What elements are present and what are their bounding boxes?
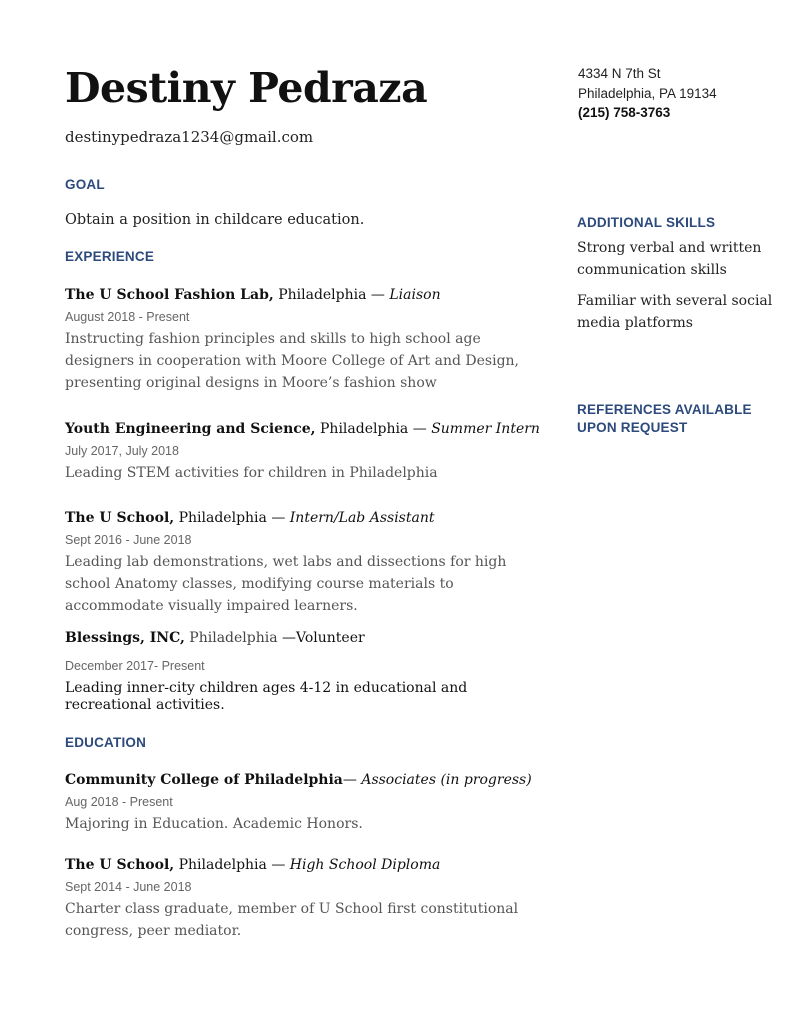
entry-description: Leading lab demonstrations, wet labs and dissections for high school Anatomy classes, modifying course materials to accommodate visually impaired learners. xyxy=(65,554,507,614)
entry-description: Majoring in Education. Academic Honors. xyxy=(65,816,363,832)
education-entry xyxy=(65,855,535,942)
entry-org: The U School Fashion Lab, xyxy=(65,287,274,303)
experience-entry xyxy=(65,285,535,394)
entry-date: July 2017, July 2018 xyxy=(65,444,179,458)
entry-location: — xyxy=(342,772,362,788)
entry-org: The U School, xyxy=(65,857,175,873)
entry-role: Associates (in progress) xyxy=(361,772,532,788)
experience-entry xyxy=(65,419,540,484)
phone-number: (215) 758-3763 xyxy=(578,105,671,120)
entry-date: Sept 2016 - June 2018 xyxy=(65,533,192,547)
entry-org: Community College of Philadelphia xyxy=(65,772,343,788)
entry-location: Philadelphia — xyxy=(315,421,432,437)
education-heading: EDUCATION xyxy=(65,735,147,750)
entry-title xyxy=(65,628,535,648)
entry-date: December 2017- Present xyxy=(65,659,205,673)
entry-date: August 2018 - Present xyxy=(65,310,190,324)
entry-title xyxy=(65,508,535,528)
entry-org: Blessings, INC, xyxy=(65,630,185,646)
additional-skills-heading: ADDITIONAL SKILLS xyxy=(577,215,716,230)
skill-item: Familiar with several social media platforms xyxy=(577,293,773,331)
entry-description: Leading STEM activities for children in Philadelphia xyxy=(65,465,438,481)
candidate-name: Destiny Pedraza xyxy=(65,64,428,112)
entry-org: The U School, xyxy=(65,510,175,526)
entry-date: Sept 2014 - June 2018 xyxy=(65,880,192,894)
experience-entry xyxy=(65,628,535,714)
entry-title xyxy=(65,855,535,875)
entry-description: Leading inner-city children ages 4-12 in educational and recreational activities. xyxy=(65,680,468,713)
entry-role: Intern/Lab Assistant xyxy=(289,510,435,526)
entry-location: Philadelphia — xyxy=(273,287,390,303)
entry-role: Liaison xyxy=(389,287,441,303)
entry-location: Philadelphia — xyxy=(174,857,290,873)
contact-block xyxy=(578,64,717,123)
email-address: destinypedraza1234@gmail.com xyxy=(65,128,314,146)
address-line-2: Philadelphia, PA 19134 xyxy=(578,85,717,101)
entry-role: Summer Intern xyxy=(431,421,540,437)
experience-heading: EXPERIENCE xyxy=(65,249,155,264)
entry-title xyxy=(65,285,535,305)
experience-entry xyxy=(65,508,535,617)
entry-location: Philadelphia xyxy=(184,630,283,646)
entry-title xyxy=(65,770,535,790)
entry-description: Charter class graduate, member of U School first constitutional congress, peer mediator. xyxy=(65,901,519,939)
entry-date: Aug 2018 - Present xyxy=(65,795,173,809)
references-heading: REFERENCES AVAILABLE UPON REQUEST xyxy=(577,402,752,435)
entry-role: High School Diploma xyxy=(289,857,441,873)
skill-item: Strong verbal and written communication skills xyxy=(577,240,762,278)
entry-org: Youth Engineering and Science, xyxy=(65,421,316,437)
education-entry xyxy=(65,770,535,835)
entry-role: —Volunteer xyxy=(282,630,365,646)
address-line-1: 4334 N 7th St xyxy=(578,66,661,81)
entry-title xyxy=(65,419,540,439)
entry-description: Instructing fashion principles and skills to high school age designers in cooperation with Moore College of Art and Design, presenting original designs in Moore’s fashion show xyxy=(65,331,519,391)
goal-text: Obtain a position in childcare education. xyxy=(65,212,365,228)
goal-heading: GOAL xyxy=(65,177,105,192)
entry-location: Philadelphia — xyxy=(174,510,290,526)
